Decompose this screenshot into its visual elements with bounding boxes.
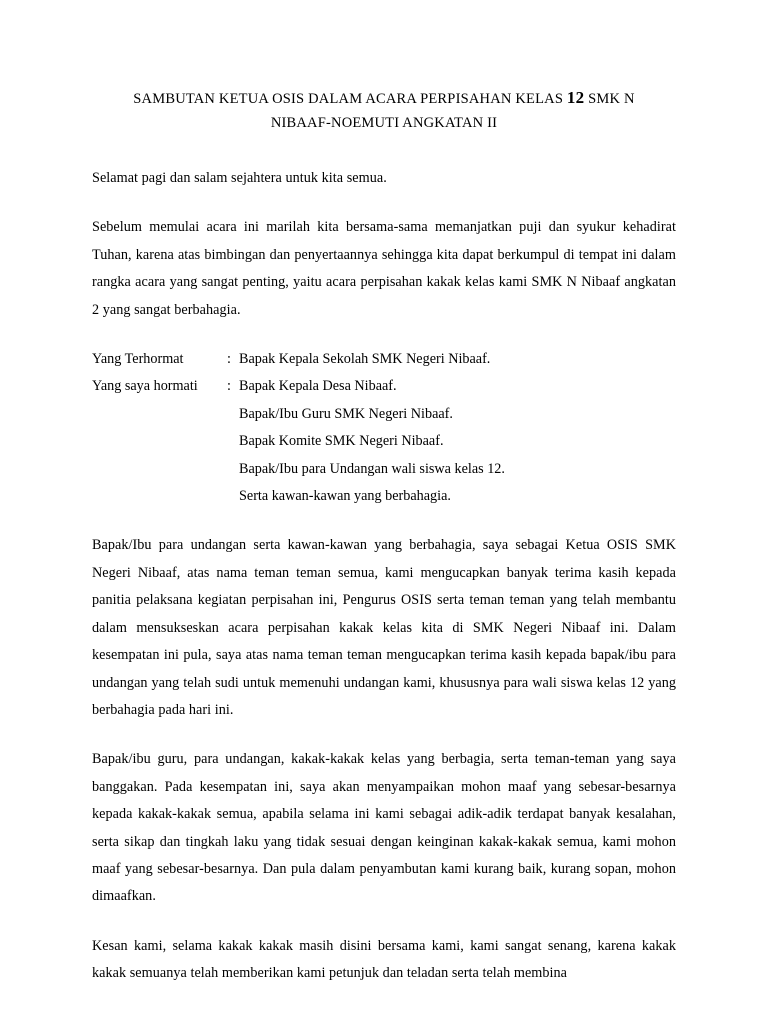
body-paragraph-2: Bapak/ibu guru, para undangan, kakak-kakak kelas yang berbagia, serta teman-teman yang saya banggakan. Pada kesempatan ini, saya akan menyampaikan mohon maaf yang sebesar-besarnya kepada kakak-kakak semua, apabila selama ini kami sebagai adik-adik terdapat banyak kesalahan, serta sikap dan tingkah laku yang tidak sesuai dengan keinginan kakak-kakak semua, kami mohon maaf yang sebesar-besarnya. Dan pula dalam penyambutan kami kurang baik, kurang sopan, mohon dimaafkan. [92, 751, 676, 905]
salutation-value: Bapak/Ibu para Undangan wali siswa kelas 12. [239, 460, 505, 477]
salutation-label: Yang Terhormat [92, 351, 184, 368]
title-line1-post: SMK N [584, 91, 635, 107]
salutation-row [92, 401, 676, 428]
salutation-row [92, 373, 676, 400]
intro-paragraph: Sebelum memulai acara ini marilah kita bersama-sama memanjatkan puji dan syukur kehadirat Tuhan, karena atas bimbingan dan penyertaannya sehingga kita dapat berkumpul di tempat ini dalam rangka acara yang sangat penting, yaitu acara perpisahan kakak kelas kami SMK N Nibaaf angkatan 2 yang sangat berbahagia. [92, 219, 676, 318]
salutation-row [92, 483, 676, 510]
salutation-row [92, 456, 676, 483]
greeting-paragraph: Selamat pagi dan salam sejahtera untuk kita semua. [92, 170, 387, 187]
body-paragraph-1: Bapak/Ibu para undangan serta kawan-kawan yang berbahagia, saya sebagai Ketua OSIS SMK Negeri Nibaaf, atas nama teman teman semua, kami mengucapkan banyak terima kasih kepada panitia pelaksana kegiatan perpisahan ini, Pengurus OSIS serta teman teman yang telah membantu dalam mensukseskan acara perpisahan kakak kelas kita di SMK Negeri Nibaaf ini. Dalam kesempatan ini pula, saya atas nama teman teman mengucapkan terima kasih kepada bapak/ibu para undangan yang telah sudi untuk memenuhi undangan kami, khususnya para wali siswa kelas 12 yang berbahagia pada hari ini. [92, 537, 676, 718]
page-title [92, 84, 676, 135]
body-paragraph-3: Kesan kami, selama kakak kakak masih disini bersama kami, kami sangat senang, karena kakak kakak semuanya telah memberikan kami petunjuk dan teladan serta telah membina [92, 937, 676, 982]
title-line2: NIBAAF-NOEMUTI ANGKATAN II [270, 114, 498, 131]
salutation-colon: : [227, 378, 231, 395]
salutation-label: Yang saya hormati [92, 378, 198, 395]
salutation-colon: : [227, 351, 231, 368]
salutation-value: Bapak Kepala Desa Nibaaf. [239, 378, 397, 395]
salutation-value: Serta kawan-kawan yang berbahagia. [239, 488, 451, 505]
salutation-value: Bapak Kepala Sekolah SMK Negeri Nibaaf. [239, 351, 491, 368]
salutation-row [92, 428, 676, 455]
title-line1-pre: SAMBUTAN KETUA OSIS DALAM ACARA PERPISAHAN KELAS [133, 91, 567, 107]
salutation-value: Bapak/Ibu Guru SMK Negeri Nibaaf. [239, 405, 453, 422]
salutation-value: Bapak Komite SMK Negeri Nibaaf. [239, 433, 444, 450]
salutation-row [92, 346, 676, 373]
salutation-block [92, 346, 676, 510]
title-line1-emphasis: 12 [566, 88, 585, 107]
